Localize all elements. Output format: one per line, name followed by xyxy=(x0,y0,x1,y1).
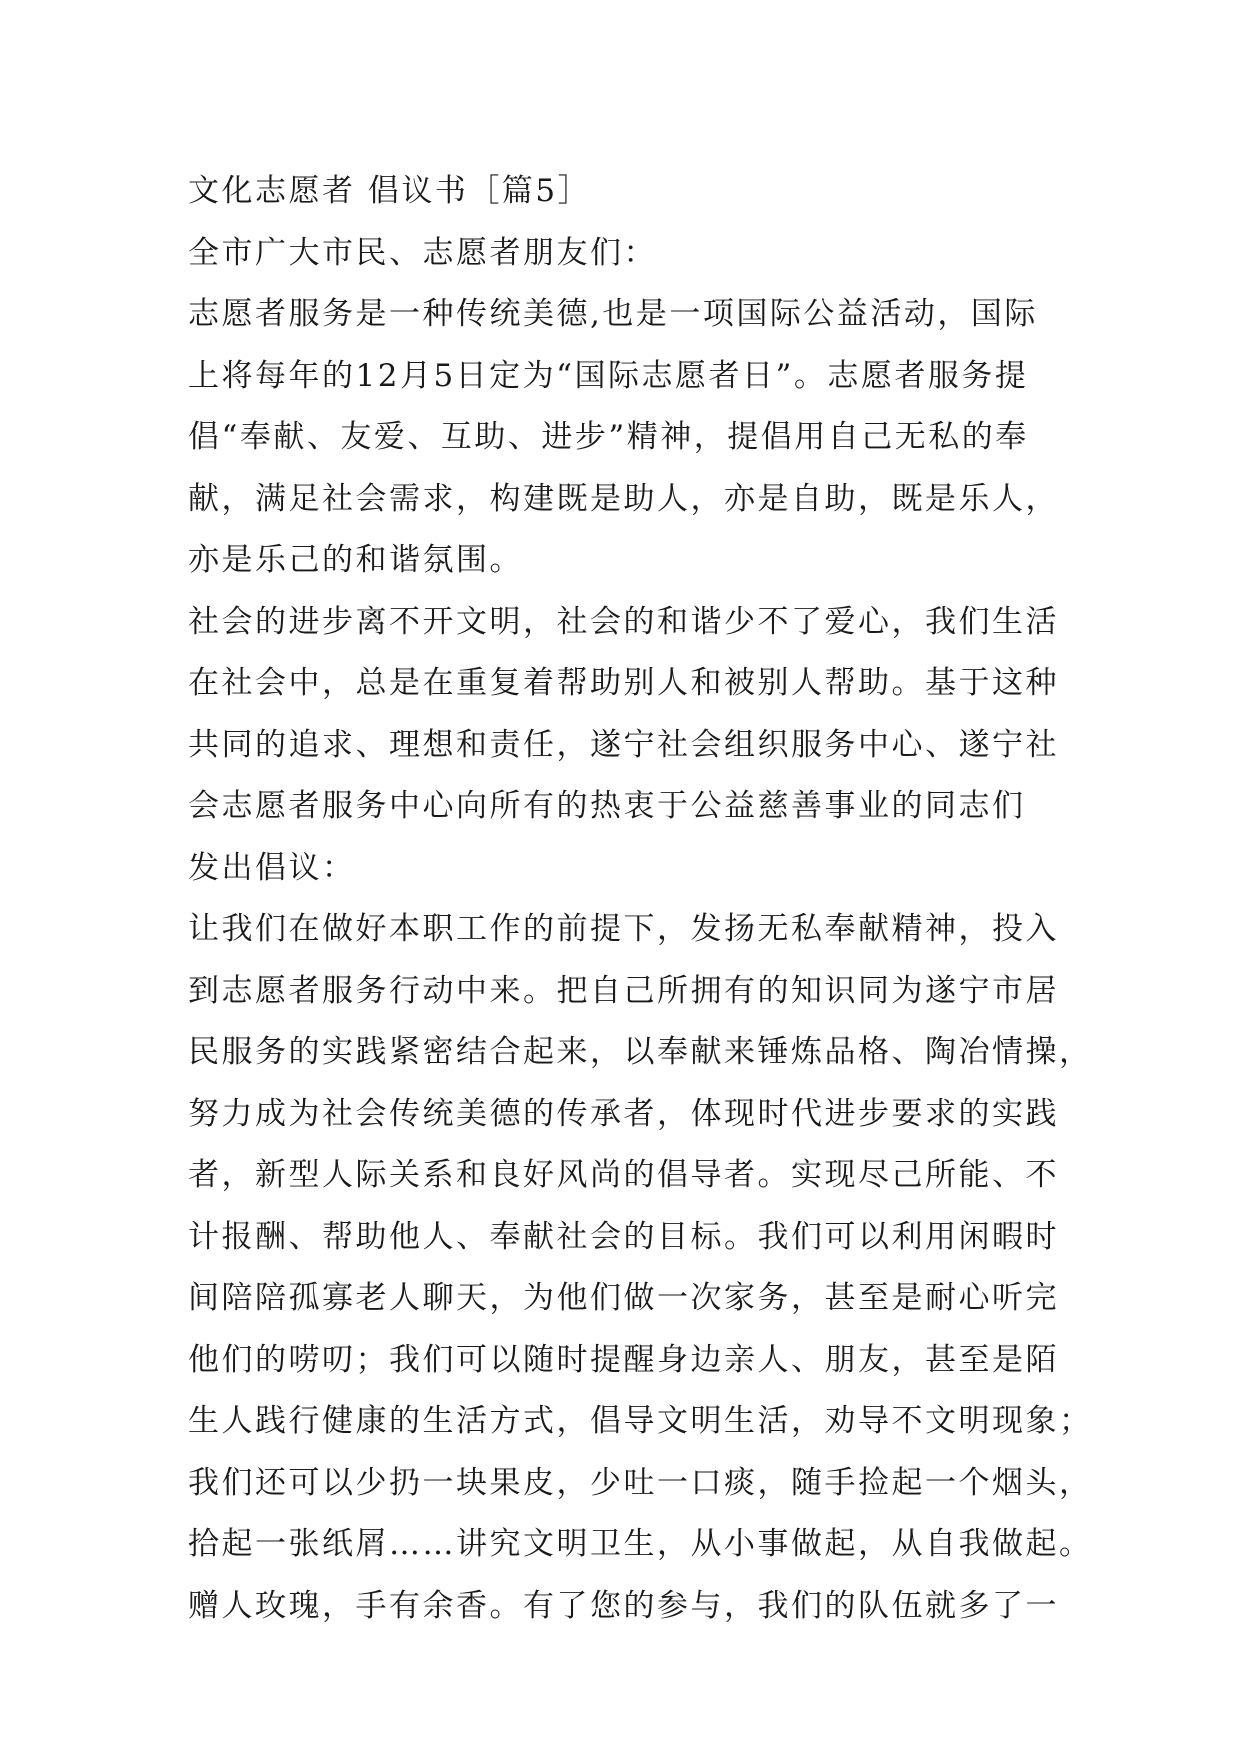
text-line: 社会的进步离不开文明，社会的和谐少不了爱心，我们生活 xyxy=(188,603,1059,640)
text-line: 生人践行健康的生活方式，倡导文明生活，劝导不文明现象； xyxy=(188,1403,1093,1439)
text-line: 倡“奉献、友爱、互助、进步”精神，提倡用自己无私的奉 xyxy=(188,419,1029,455)
text-line: 他们的唠叨；我们可以随时提醒身边亲人、朋友，甚至是陌 xyxy=(188,1341,1059,1378)
text-line: 间陪陪孤寡老人聊天，为他们做一次家务，甚至是耐心听完 xyxy=(188,1280,1059,1316)
text-line: 共同的追求、理想和责任，遂宁社会组织服务中心、遂宁社 xyxy=(188,726,1059,763)
text-line: 让我们在做好本职工作的前提下，发扬无私奉献精神，投入 xyxy=(188,911,1059,947)
text-line: 亦是乐己的和谐氛围。 xyxy=(188,542,523,578)
text-line: 到志愿者服务行动中来。把自己所拥有的知识同为遂宁市居 xyxy=(188,972,1059,1009)
salutation: 全市广大市民、志愿者朋友们： xyxy=(188,234,657,271)
text-line: 计报酬、帮助他人、奉献社会的目标。我们可以利用闲暇时 xyxy=(188,1218,1059,1255)
text-line: 上将每年的12月5日定为“国际志愿者日”。志愿者服务提 xyxy=(188,357,1029,394)
text-line: 献，满足社会需求，构建既是助人，亦是自助，既是乐人， xyxy=(188,480,1059,517)
text-line: 会志愿者服务中心向所有的热衷于公益慈善事业的同志们 xyxy=(188,788,1026,824)
document-body xyxy=(188,161,1093,1637)
text-line: 民服务的实践紧密结合起来，以奉献来锤炼品格、陶冶情操， xyxy=(188,1034,1093,1070)
document-title: 文化志愿者 倡议书［篇5］ xyxy=(188,173,592,209)
text-line: 我们还可以少扔一块果皮，少吐一口痰，随手捡起一个烟头， xyxy=(188,1464,1093,1501)
text-line: 志愿者服务是一种传统美德,也是一项国际公益活动，国际 xyxy=(188,296,1038,332)
text-line: 发出倡议： xyxy=(188,849,356,886)
text-line: 者，新型人际关系和良好风尚的倡导者。实现尽己所能、不 xyxy=(188,1157,1059,1193)
text-line: 拾起一张纸屑……讲究文明卫生，从小事做起，从自我做起。 xyxy=(188,1526,1093,1562)
text-line: 在社会中，总是在重复着帮助别人和被别人帮助。基于这种 xyxy=(188,665,1059,701)
text-line: 赠人玫瑰，手有余香。有了您的参与，我们的队伍就多了一 xyxy=(188,1587,1059,1624)
text-line: 努力成为社会传统美德的传承者，体现时代进步要求的实践 xyxy=(188,1095,1059,1132)
